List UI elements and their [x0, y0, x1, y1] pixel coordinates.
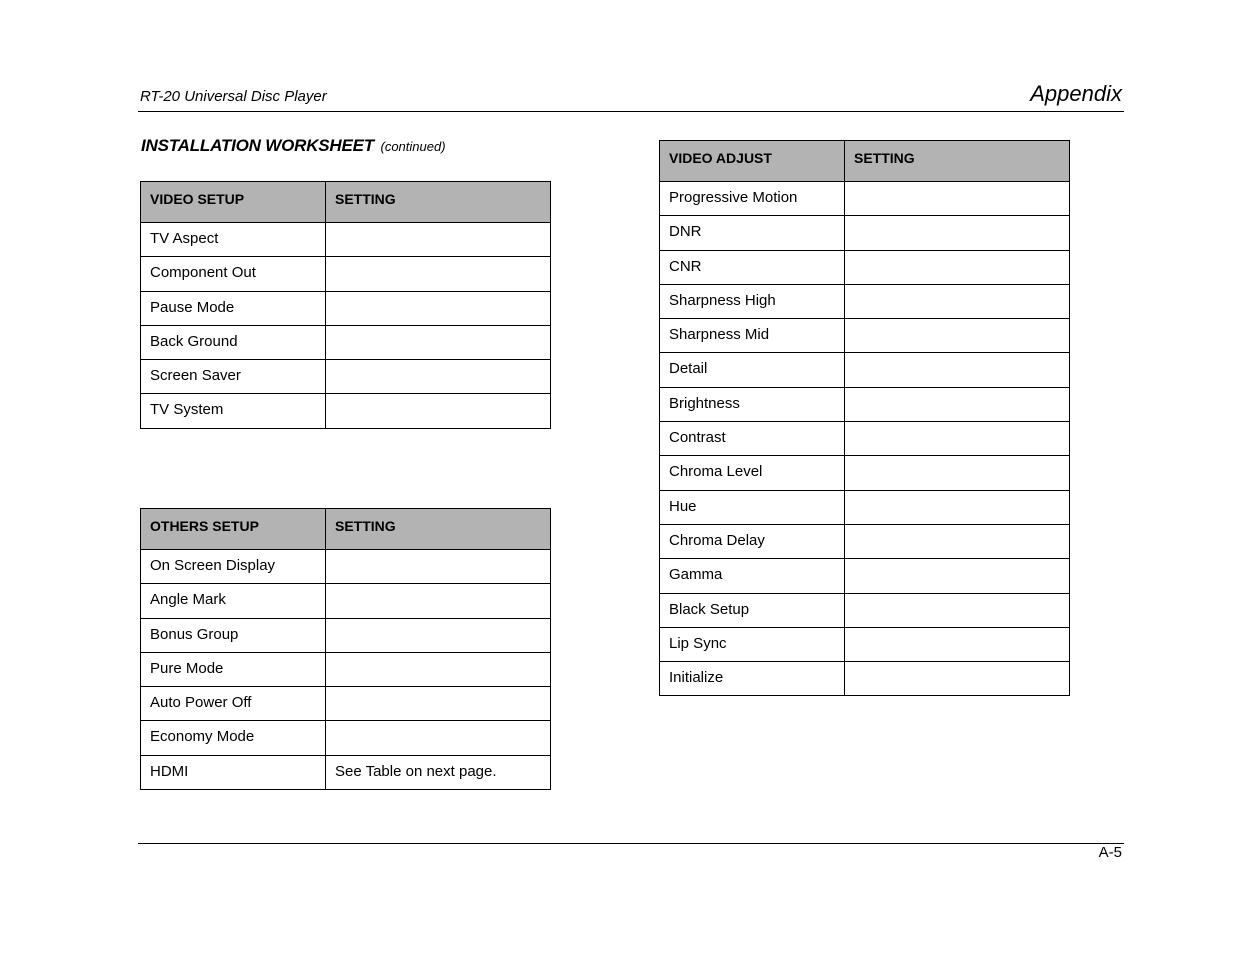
- worksheet-title: [141, 136, 446, 156]
- setting-cell: [845, 627, 1070, 661]
- column-header-setting: SETTING: [326, 509, 551, 550]
- table-row: [141, 223, 551, 257]
- table-row: [660, 559, 1070, 593]
- row-label-cell: Component Out: [141, 257, 326, 291]
- setting-cell: [326, 687, 551, 721]
- row-label-cell: Black Setup: [660, 593, 845, 627]
- row-label-cell: TV Aspect: [141, 223, 326, 257]
- setting-cell: [845, 250, 1070, 284]
- table-row: [141, 291, 551, 325]
- row-label-cell: Initialize: [660, 662, 845, 696]
- setting-cell: [326, 291, 551, 325]
- setting-cell: [845, 284, 1070, 318]
- row-label-cell: Brightness: [660, 387, 845, 421]
- row-label-cell: Hue: [660, 490, 845, 524]
- table-row: [660, 319, 1070, 353]
- row-label-cell: Progressive Motion: [660, 182, 845, 216]
- table-row: [660, 662, 1070, 696]
- column-header-item: VIDEO SETUP: [141, 182, 326, 223]
- table-row: [141, 652, 551, 686]
- table-row: [141, 257, 551, 291]
- column-header-setting: SETTING: [845, 141, 1070, 182]
- setting-cell: [845, 559, 1070, 593]
- setting-cell: [845, 422, 1070, 456]
- header-divider: [138, 111, 1124, 112]
- column-header-item: OTHERS SETUP: [141, 509, 326, 550]
- setting-cell: [845, 319, 1070, 353]
- video-adjust-table: [659, 140, 1070, 696]
- row-label-cell: DNR: [660, 216, 845, 250]
- setting-cell: [326, 618, 551, 652]
- row-label-cell: Back Ground: [141, 325, 326, 359]
- table-row: [141, 755, 551, 789]
- table-row: [141, 687, 551, 721]
- setting-cell: [845, 490, 1070, 524]
- table-row: [660, 422, 1070, 456]
- setting-cell: [845, 524, 1070, 558]
- setting-cell: [845, 662, 1070, 696]
- setting-cell: [326, 360, 551, 394]
- table-row: [660, 353, 1070, 387]
- setting-cell: [845, 182, 1070, 216]
- footer-divider: [138, 843, 1124, 844]
- row-label-cell: Bonus Group: [141, 618, 326, 652]
- setting-cell: [326, 394, 551, 428]
- setting-cell: [326, 721, 551, 755]
- table-header-row: [141, 182, 551, 223]
- table-row: [141, 721, 551, 755]
- row-label-cell: Lip Sync: [660, 627, 845, 661]
- table-row: [141, 550, 551, 584]
- table-row: [141, 394, 551, 428]
- row-label-cell: Auto Power Off: [141, 687, 326, 721]
- column-header-item: VIDEO ADJUST: [660, 141, 845, 182]
- setting-cell: [326, 223, 551, 257]
- table-row: [141, 618, 551, 652]
- setting-cell: [845, 593, 1070, 627]
- table-row: [660, 627, 1070, 661]
- row-label-cell: Chroma Level: [660, 456, 845, 490]
- row-label-cell: Economy Mode: [141, 721, 326, 755]
- table-row: [660, 284, 1070, 318]
- row-label-cell: Screen Saver: [141, 360, 326, 394]
- row-label-cell: Sharpness High: [660, 284, 845, 318]
- setting-cell: [326, 584, 551, 618]
- setting-cell: See Table on next page.: [326, 755, 551, 789]
- setting-cell: [326, 325, 551, 359]
- table-row: [141, 584, 551, 618]
- header-product-name: RT-20 Universal Disc Player: [140, 88, 327, 105]
- worksheet-title-main: INSTALLATION WORKSHEET: [141, 136, 374, 155]
- table-row: [141, 325, 551, 359]
- setting-cell: [845, 456, 1070, 490]
- setting-cell: [845, 216, 1070, 250]
- row-label-cell: Chroma Delay: [660, 524, 845, 558]
- row-label-cell: Detail: [660, 353, 845, 387]
- table-row: [141, 360, 551, 394]
- header-section-title: Appendix: [1030, 81, 1122, 106]
- row-label-cell: Contrast: [660, 422, 845, 456]
- row-label-cell: Angle Mark: [141, 584, 326, 618]
- setting-cell: [326, 652, 551, 686]
- setting-cell: [326, 550, 551, 584]
- setting-cell: [326, 257, 551, 291]
- table-row: [660, 524, 1070, 558]
- row-label-cell: On Screen Display: [141, 550, 326, 584]
- setting-cell: [845, 353, 1070, 387]
- column-header-setting: SETTING: [326, 182, 551, 223]
- table-row: [660, 490, 1070, 524]
- table-row: [660, 456, 1070, 490]
- row-label-cell: CNR: [660, 250, 845, 284]
- video-setup-table: [140, 181, 551, 429]
- table-row: [660, 182, 1070, 216]
- others-setup-table: [140, 508, 551, 790]
- setting-cell: [845, 387, 1070, 421]
- worksheet-title-sub: (continued): [380, 139, 446, 154]
- table-row: [660, 250, 1070, 284]
- row-label-cell: TV System: [141, 394, 326, 428]
- table-row: [660, 216, 1070, 250]
- table-row: [660, 387, 1070, 421]
- row-label-cell: HDMI: [141, 755, 326, 789]
- row-label-cell: Pause Mode: [141, 291, 326, 325]
- row-label-cell: Pure Mode: [141, 652, 326, 686]
- table-row: [660, 593, 1070, 627]
- page-number: A-5: [1098, 844, 1122, 861]
- row-label-cell: Gamma: [660, 559, 845, 593]
- table-header-row: [660, 141, 1070, 182]
- table-header-row: [141, 509, 551, 550]
- row-label-cell: Sharpness Mid: [660, 319, 845, 353]
